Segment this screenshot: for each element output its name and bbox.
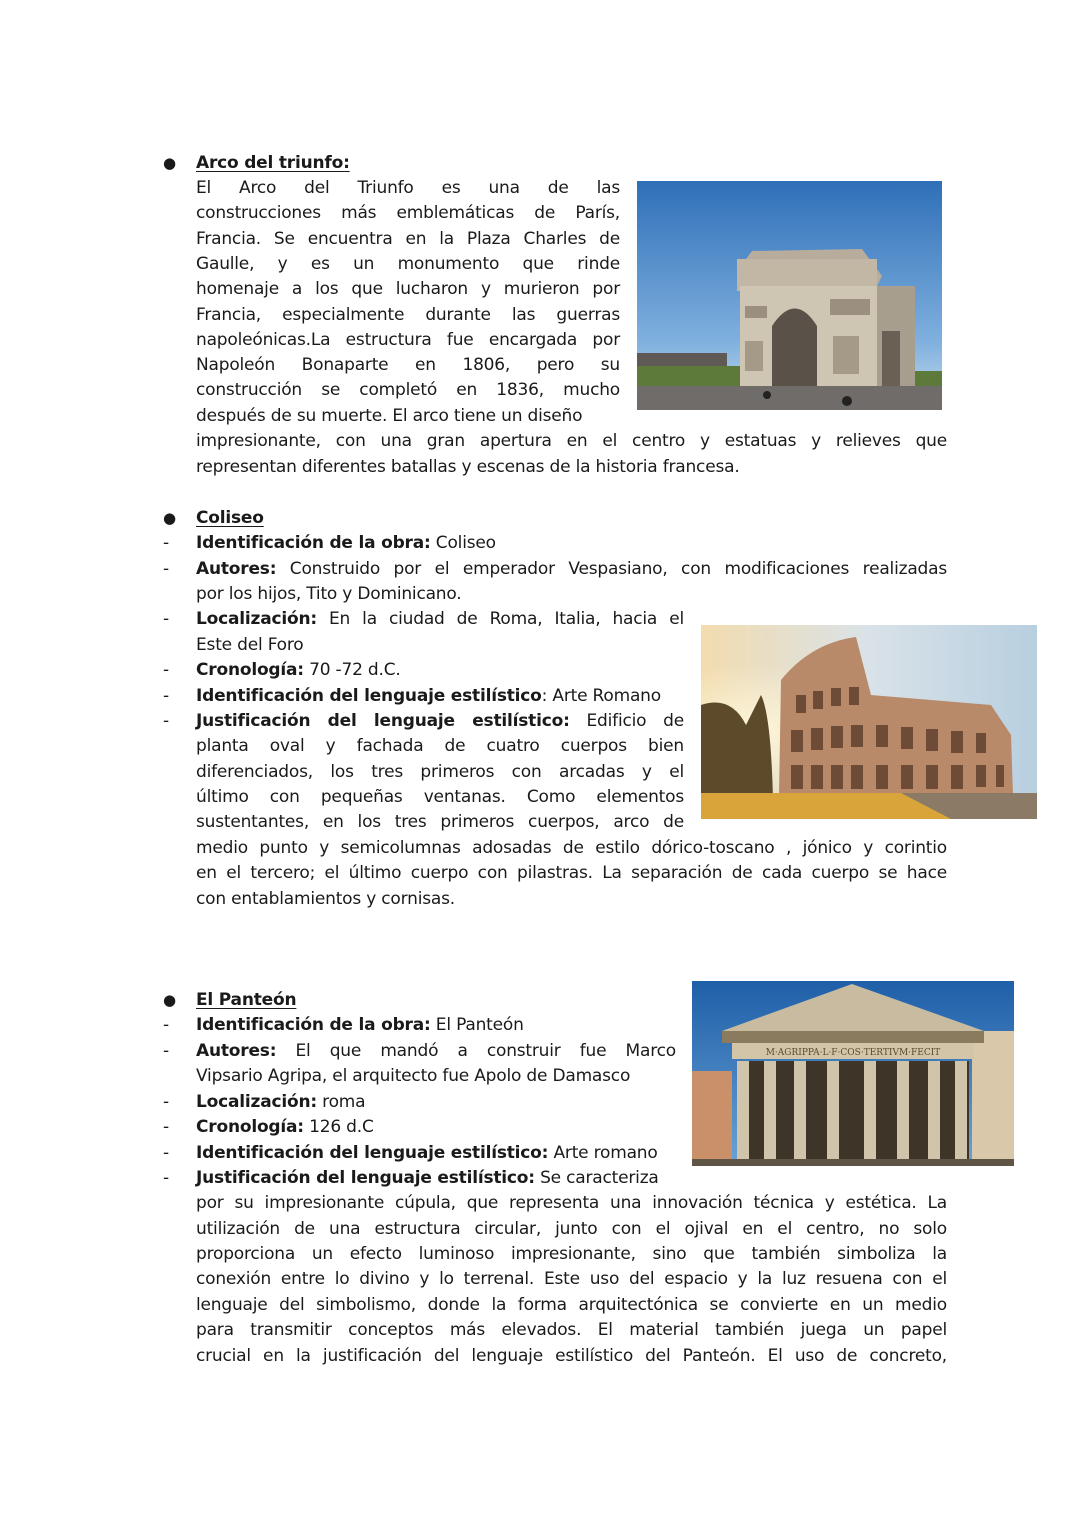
panteon-item-autores: Autores: El que mandó a construir fue Marco xyxy=(196,1041,676,1061)
arco-line: napoleónicas.La estructura fue encargada por xyxy=(196,330,620,350)
coliseo-justification-line: medio punto y semicolumnas adosadas de estilo dórico-toscano , jónico y corintio xyxy=(196,838,947,858)
panteon-justification-line: conexión entre lo divino y lo terrenal. Este uso del espacio y la luz resuena con el xyxy=(196,1269,947,1289)
dash-marker: - xyxy=(163,686,170,706)
coliseo-justification-line: con entablamientos y cornisas. xyxy=(196,889,455,909)
dash-marker: - xyxy=(163,1143,170,1163)
bullet-icon: ● xyxy=(163,154,177,172)
arco-line: después de su muerte. El arco tiene un diseño xyxy=(196,406,583,426)
coliseo-item-cronologia: Cronología: 70 -72 d.C. xyxy=(196,660,401,680)
arco-line: Napoleón Bonaparte en 1806, pero su xyxy=(196,355,620,375)
panteon-justification-line: proporciona un efecto luminoso impresionante, sino que también simboliza la xyxy=(196,1244,947,1264)
section-title-arco: Arco del triunfo: xyxy=(196,153,350,173)
coliseo-item-autores: Autores: Construido por el emperador Vespasiano, con modificaciones realizadas xyxy=(196,559,947,579)
dash-marker: - xyxy=(163,1015,170,1035)
coliseo-justification-line: último con pequeñas ventanas. Como elementos xyxy=(196,787,684,807)
section-title-coliseo: Coliseo xyxy=(196,508,264,528)
coliseo-item-identificacion-estilo: Identificación del lenguaje estilístico: Arte Romano xyxy=(196,686,661,706)
dash-marker: - xyxy=(163,559,170,579)
arco-line: representan diferentes batallas y escenas de la historia francesa. xyxy=(196,457,740,477)
dash-marker: - xyxy=(163,660,170,680)
panteon-item-localizacion: Localización: roma xyxy=(196,1092,366,1112)
panteon-justification-line: crucial en la justificación del lenguaje estilístico del Panteón. El uso de concreto, xyxy=(196,1346,947,1366)
arco-line: homenaje a los que lucharon y murieron por xyxy=(196,279,620,299)
coliseo-justification-line: diferenciados, los tres primeros con arcadas y el xyxy=(196,762,684,782)
panteon-item-autores-cont: Vipsario Agripa, el arquitecto fue Apolo de Damasco xyxy=(196,1066,631,1086)
arco-line: El Arco del Triunfo es una de las xyxy=(196,178,620,198)
pantheon-inscription: M·AGRIPPA·L·F·COS·TERTIVM·FECIT xyxy=(765,1048,941,1058)
panteon-item-cronologia: Cronología: 126 d.C xyxy=(196,1117,374,1137)
arco-line: construcciones más emblemáticas de París, xyxy=(196,203,620,223)
arco-line: Francia, especialmente durante las guerras xyxy=(196,305,620,325)
dash-marker: - xyxy=(163,533,170,553)
coliseo-justification-line: en el tercero; el último cuerpo con pilastras. La separación de cada cuerpo se hace xyxy=(196,863,947,883)
arco-line: construcción se completó en 1836, mucho xyxy=(196,380,620,400)
panteon-item-obra: Identificación de la obra: El Panteón xyxy=(196,1015,524,1035)
panteon-item-justificacion: Justificación del lenguaje estilístico: Se caracteriza xyxy=(196,1168,659,1188)
colosseum-image xyxy=(701,625,1037,819)
coliseo-justification-line: sustentantes, en los tres primeros cuerpos, arco de xyxy=(196,812,684,832)
arco-line: impresionante, con una gran apertura en el centro y estatuas y relieves que xyxy=(196,431,947,451)
panteon-item-identificacion-estilo: Identificación del lenguaje estilístico: Arte romano xyxy=(196,1143,658,1163)
dash-marker: - xyxy=(163,609,170,629)
panteon-justification-line: por su impresionante cúpula, que representa una innovación técnica y estética. La xyxy=(196,1193,947,1213)
arc-de-triomphe-image xyxy=(637,181,942,410)
bullet-icon: ● xyxy=(163,509,177,527)
dash-marker: - xyxy=(163,1041,170,1061)
dash-marker: - xyxy=(163,1168,170,1188)
dash-marker: - xyxy=(163,1092,170,1112)
coliseo-justification-line: planta oval y fachada de cuatro cuerpos bien xyxy=(196,736,684,756)
panteon-justification-line: utilización de una estructura circular, junto con el ojival en el centro, no solo xyxy=(196,1219,947,1239)
coliseo-item-localizacion-cont: Este del Foro xyxy=(196,635,304,655)
dash-marker: - xyxy=(163,1117,170,1137)
coliseo-item-localizacion: Localización: En la ciudad de Roma, Italia, hacia el xyxy=(196,609,684,629)
coliseo-item-autores-cont: por los hijos, Tito y Dominicano. xyxy=(196,584,462,604)
bullet-icon: ● xyxy=(163,991,177,1009)
section-title-panteon: El Panteón xyxy=(196,990,297,1010)
arco-line: Gaulle, y es un monumento que rinde xyxy=(196,254,620,274)
arco-line: Francia. Se encuentra en la Plaza Charles de xyxy=(196,229,620,249)
pantheon-image xyxy=(692,981,1014,1166)
panteon-justification-line: lenguaje del simbolismo, donde la forma arquitectónica se convierte en un medio xyxy=(196,1295,947,1315)
dash-marker: - xyxy=(163,711,170,731)
coliseo-item-justificacion: Justificación del lenguaje estilístico: Edificio de xyxy=(196,711,685,731)
panteon-justification-line: para transmitir conceptos más elevados. El material también juega un papel xyxy=(196,1320,947,1340)
coliseo-item-obra: Identificación de la obra: Coliseo xyxy=(196,533,496,553)
